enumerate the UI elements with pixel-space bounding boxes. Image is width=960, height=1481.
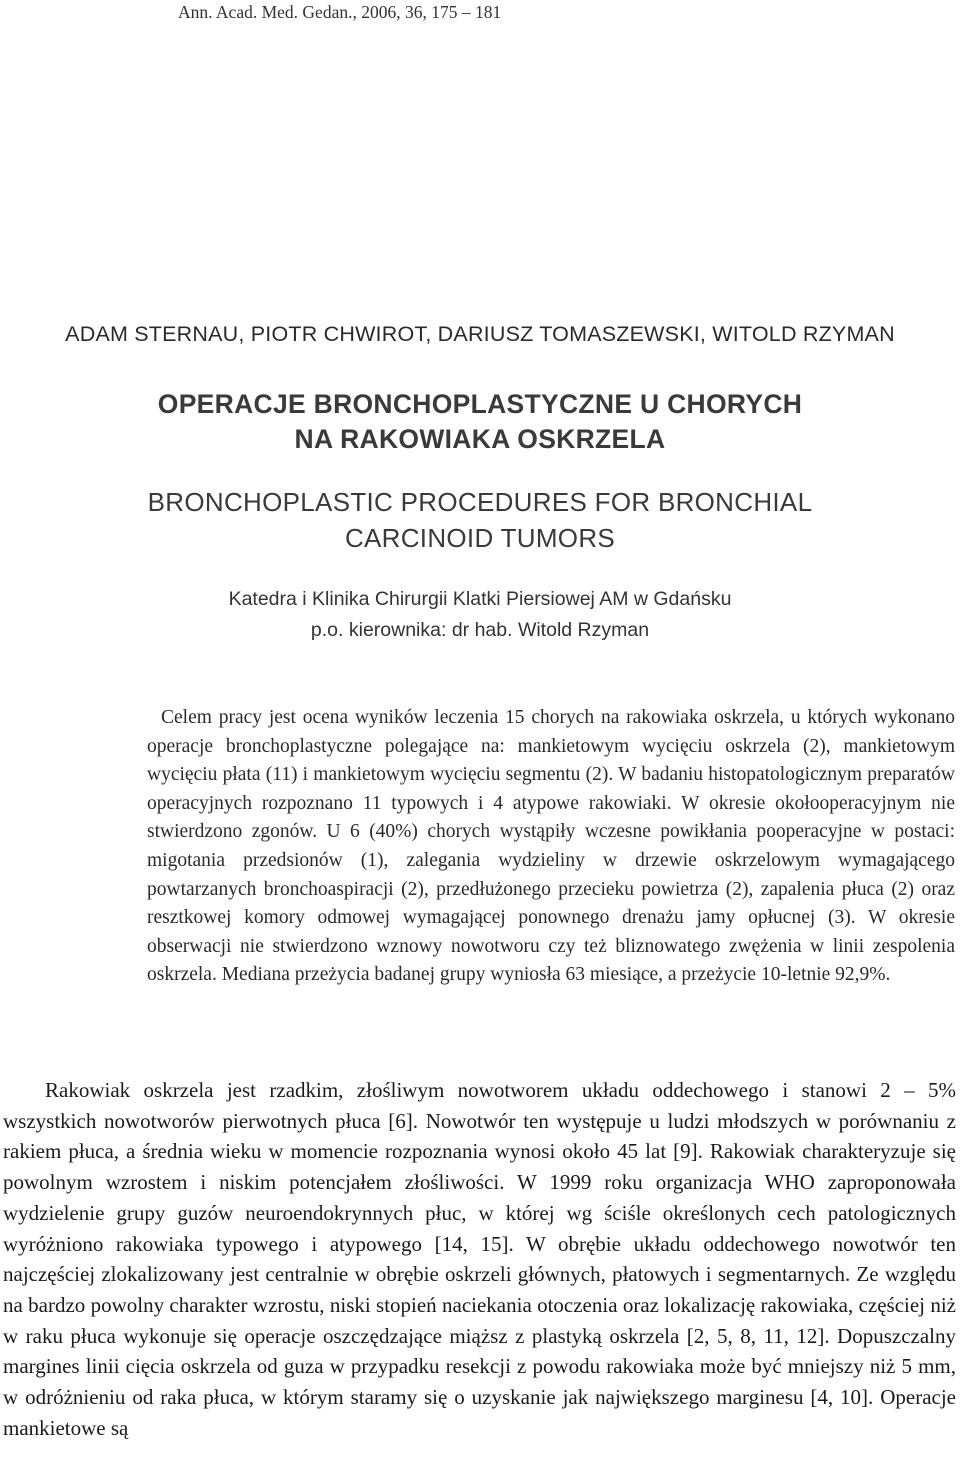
abstract [147, 704, 955, 990]
journal-citation: Ann. Acad. Med. Gedan., 2006, 36, 175 – 181 [178, 2, 502, 22]
title-english-line-1: BRONCHOPLASTIC PROCEDURES FOR BRONCHIAL [147, 487, 813, 517]
abstract-paragraph: Celem pracy jest ocena wyników leczenia 15 chorych na rakowiaka oskrzela, u których wykonano operacje bronchoplastyczne polegające na: mankietowym wycięciu oskrzela (2), mankietowym wycięciu płata (11) i mankietowym wycięciu segmentu (2). W badaniu histopatologicznym preparatów operacyjnych rozpoznano 11 typowych i 4 atypowe rakowiaki. W okresie okołooperacyjnym nie stwierdzono zgonów. U 6 (40%) chorych wystąpiły wczesne powikłania pooperacyjne w postaci: migotania przedsionów (1), zalegania wydzieliny w drzewie oskrzelowym wymagającego powtarzanych bronchoaspiracji (2), przedłużonego przecieku powietrza (2), zapalenia płuca (2) oraz resztkowej komory odmowej wymagającej ponownego drenażu jamy opłucnej (3). W okresie obserwacji nie stwierdzono wznowy nowotworu czy też bliznowatego zwężenia w linii zespolenia oskrzela. Mediana przeżycia badanej grupy wyniosła 63 miesiące, a przeżycie 10-letnie 92,9%. [147, 707, 955, 986]
affiliation-head: p.o. kierownika: dr hab. Witold Rzyman [310, 619, 650, 641]
title-polish-line-1: OPERACJE BRONCHOPLASTYCZNE U CHORYCH [157, 389, 803, 419]
body-paragraph: Rakowiak oskrzela jest rzadkim, złośliwym nowotworem układu oddechowego i stanowi 2 – 5% wszystkich nowotworów pierwotnych płuca [6]. Nowotwór ten występuje u ludzi młodszych w porównaniu z rakiem płuca, a średnia wieku w momencie rozpoznania wynosi około 45 lat [9]. Rakowiak charakteryzuje się powolnym wzrostem i niskim potencjałem złośliwości. W 1999 roku organizacja WHO zaproponowała wydzielenie grupy guzów neuroendokrynnych płuc, w której wg ściśle określonych cech patologicznych wyróżniono rakowiaka typowego i atypowego [14, 15]. W obrębie układu oddechowego nowotwór ten najczęściej zlokalizowany jest centralnie w obrębie oskrzeli głównych, płatowych i segmentarnych. Ze względu na bardzo powolny charakter wzrostu, niski stopień naciekania otoczenia oraz lokalizację rakowiaka, częściej niż w raku płuca wykonuje się operacje oszczędzające miąższ z plastyką oskrzela [2, 5, 8, 11, 12]. Dopuszczalny margines linii cięcia oskrzela od guza w przypadku resekcji z powodu rakowiaka może być mniejszy niż 5 mm, w odróżnieniu od raka płuca, w którym staramy się o uzyskanie jak największego marginesu [4, 10]. Operacje mankietowe są [3, 1078, 956, 1440]
title-polish [0, 387, 960, 457]
title-english [0, 484, 960, 556]
affiliation-institution: Katedra i Klinika Chirurgii Klatki Piersiowej AM w Gdańsku [228, 588, 732, 610]
author-list: ADAM STERNAU, PIOTR CHWIROT, DARIUSZ TOMASZEWSKI, WITOLD RZYMAN [65, 322, 895, 346]
title-polish-line-2: NA RAKOWIAKA OSKRZELA [294, 424, 666, 454]
body-text [3, 1075, 956, 1443]
affiliation [0, 584, 960, 646]
title-english-line-2: CARCINOID TUMORS [344, 523, 616, 553]
